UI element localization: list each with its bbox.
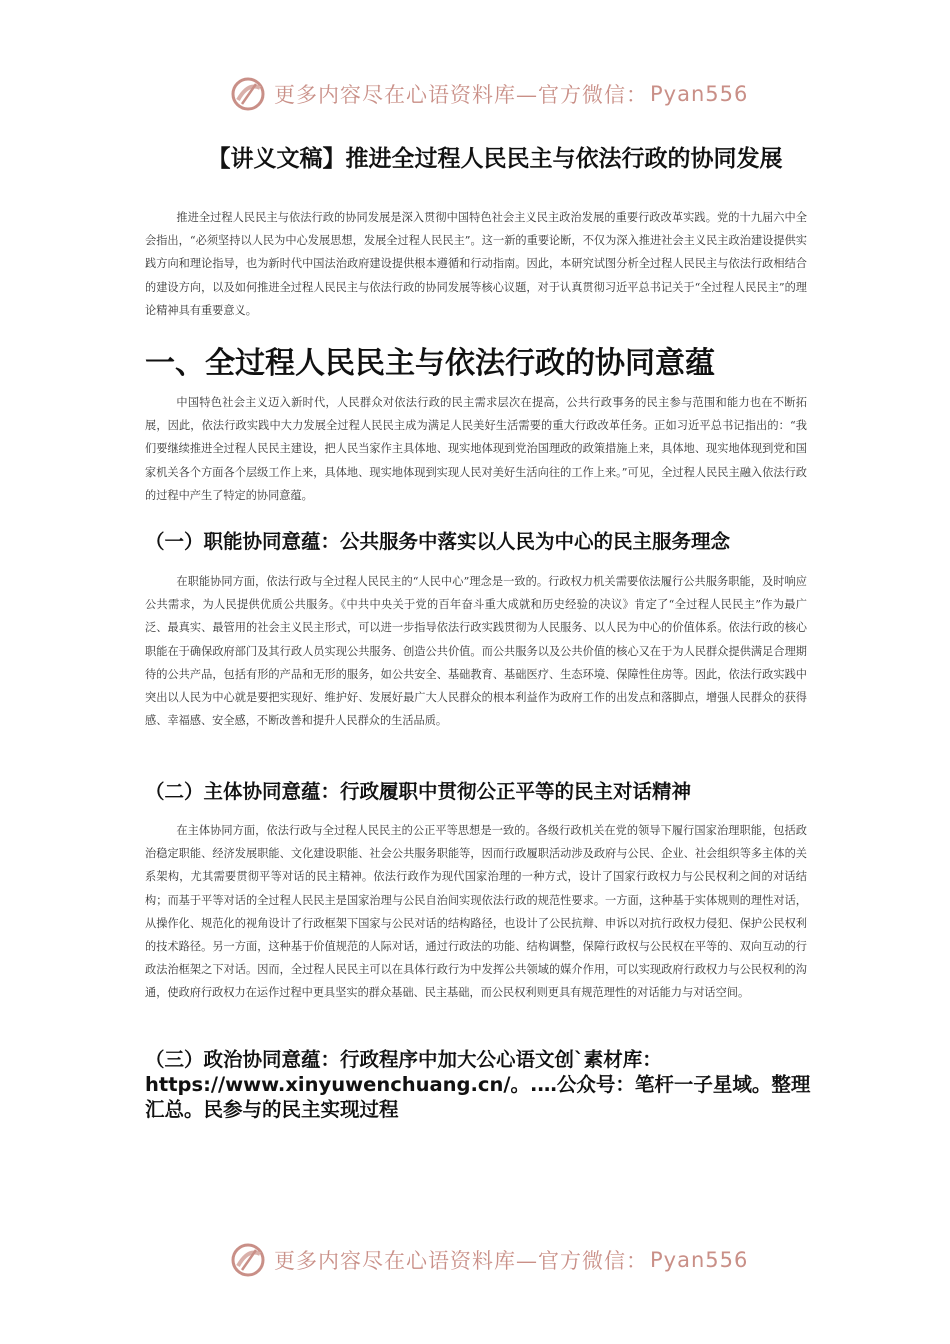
intro-paragraph: 推进全过程人民民主与依法行政的协同发展是深入贯彻中国特色社会主义民主政治发展的重要行政改革实践。党的十九届六中全会指出，“必须坚持以人民为中心发展思想，发展全过程人民民主”。这一新的重要论断，不仅为深入推进社会主义民主政治建设提供实践方向和理论指导，也为新时代中国法治政府建设提供根本遵循和行动指南。因此，本研究试图分析全过程人民民主与依法行政相结合的建设方向，以及如何推进全过程人民民主与依法行政的协同发展等核心议题，对于认真贯彻习近平总书记关于“全过程人民民主”的理论精神具有重要意义。 bbox=[145, 211, 807, 317]
document-title: 【讲义文稿】推进全过程人民民主与依法行政的协同发展 bbox=[207, 146, 783, 172]
watermark-top bbox=[228, 74, 748, 114]
watermark-text: 更多内容尽在心语资料库—官方微信： bbox=[274, 83, 648, 107]
watermark-logo-icon bbox=[228, 74, 268, 114]
section-1-paragraph: 中国特色社会主义迈入新时代，人民群众对依法行政的民主需求层次在提高，公共行政事务的民主参与范围和能力也在不断拓展，因此，依法行政实践中大力发展全过程人民民主成为满足人民美好生活需要的重大行政改革任务。正如习近平总书记指出的：“我们要继续推进全过程人民民主建设，把人民当家作主具体地、现实地体现到党治国理政的政策措施上来，具体地、现实地体现到党和国家机关各个方面各个层级工作上来，具体地、现实地体现到实现人民对美好生活向往的工作上来。”可见，全过程人民民主融入依法行政的过程中产生了特定的协同意蕴。 bbox=[145, 396, 807, 502]
watermark-logo-icon bbox=[228, 1240, 268, 1280]
subsection-2-paragraph: 在主体协同方面，依法行政与全过程人民民主的公正平等思想是一致的。各级行政机关在党的领导下履行国家治理职能，包括政治稳定职能、经济发展职能、文化建设职能、社会公共服务职能等，因而行政履职活动涉及政府与公民、企业、社会组织等多主体的关系架构，尤其需要贯彻平等对话的民主精神。依法行政作为现代国家治理的一种方式，设计了国家行政权力与公民权利之间的对话结构；而基于平等对话的全过程人民民主是国家治理与公民自治间实现依法行政的规范性要求。一方面，这种基于实体规则的理性对话，从操作化、规范化的视角设计了行政框架下国家与公民对话的结构路径，也设计了公民抗辩、申诉以对抗行政权力侵犯、保护公民权利的技术路径。另一方面，这种基于价值规范的人际对话，通过行政法的功能、结构调整，保障行政权与公民权在平等的、双向互动的行政法治框架之下对话。因而，全过程人民民主可以在具体行政行为中发挥公共领域的媒介作用，可以实现政府行政权力与公民权利的沟通，使政府行政权力在运作过程中更具坚实的群众基础、民主基础，而公民权利则更具有规范理性的对话能力与对话空间。 bbox=[145, 824, 807, 1000]
watermark-wechat-id: Pyan556 bbox=[650, 82, 749, 106]
watermark-bottom bbox=[228, 1240, 748, 1280]
subsection-3-heading: （三）政治协同意蕴：行政程序中加大公心语文创`素材库：https://www.xinyuwenchuang.cn/。.…公众号：笔杆一子星域。整理汇总。民参与的民主实现过程 bbox=[145, 1048, 811, 1121]
watermark-wechat-id: Pyan556 bbox=[650, 1248, 749, 1272]
watermark-text: 更多内容尽在心语资料库—官方微信： bbox=[274, 1249, 648, 1273]
subsection-1-heading: （一）职能协同意蕴：公共服务中落实以人民为中心的民主服务理念 bbox=[145, 530, 731, 553]
section-1-heading: 一、全过程人民民主与依法行政的协同意蕴 bbox=[145, 346, 715, 381]
subsection-2-heading: （二）主体协同意蕴：行政履职中贯彻公正平等的民主对话精神 bbox=[145, 780, 692, 803]
subsection-1-paragraph: 在职能协同方面，依法行政与全过程人民民主的“人民中心”理念是一致的。行政权力机关需要依法履行公共服务职能，及时响应公共需求，为人民提供优质公共服务。《中共中央关于党的百年奋斗重大成就和历史经验的决议》肯定了“全过程人民民主”作为最广泛、最真实、最管用的社会主义民主形式，可以进一步指导依法行政实践贯彻为人民服务、以人民为中心的价值体系。依法行政的核心职能在于确保政府部门及其行政人员实现公共服务、创造公共价值。而公共服务以及公共价值的核心又在于为人民群众提供满足合理期待的公共产品，包括有形的产品和无形的服务，如公共安全、基础教育、基础医疗、生态环境、保障性住房等。因此，依法行政实践中突出以人民为中心就是要把实现好、维护好、发展好最广大人民群众的根本利益作为政府工作的出发点和落脚点，增强人民群众的获得感、幸福感、安全感，不断改善和提升人民群众的生活品质。 bbox=[145, 575, 807, 728]
